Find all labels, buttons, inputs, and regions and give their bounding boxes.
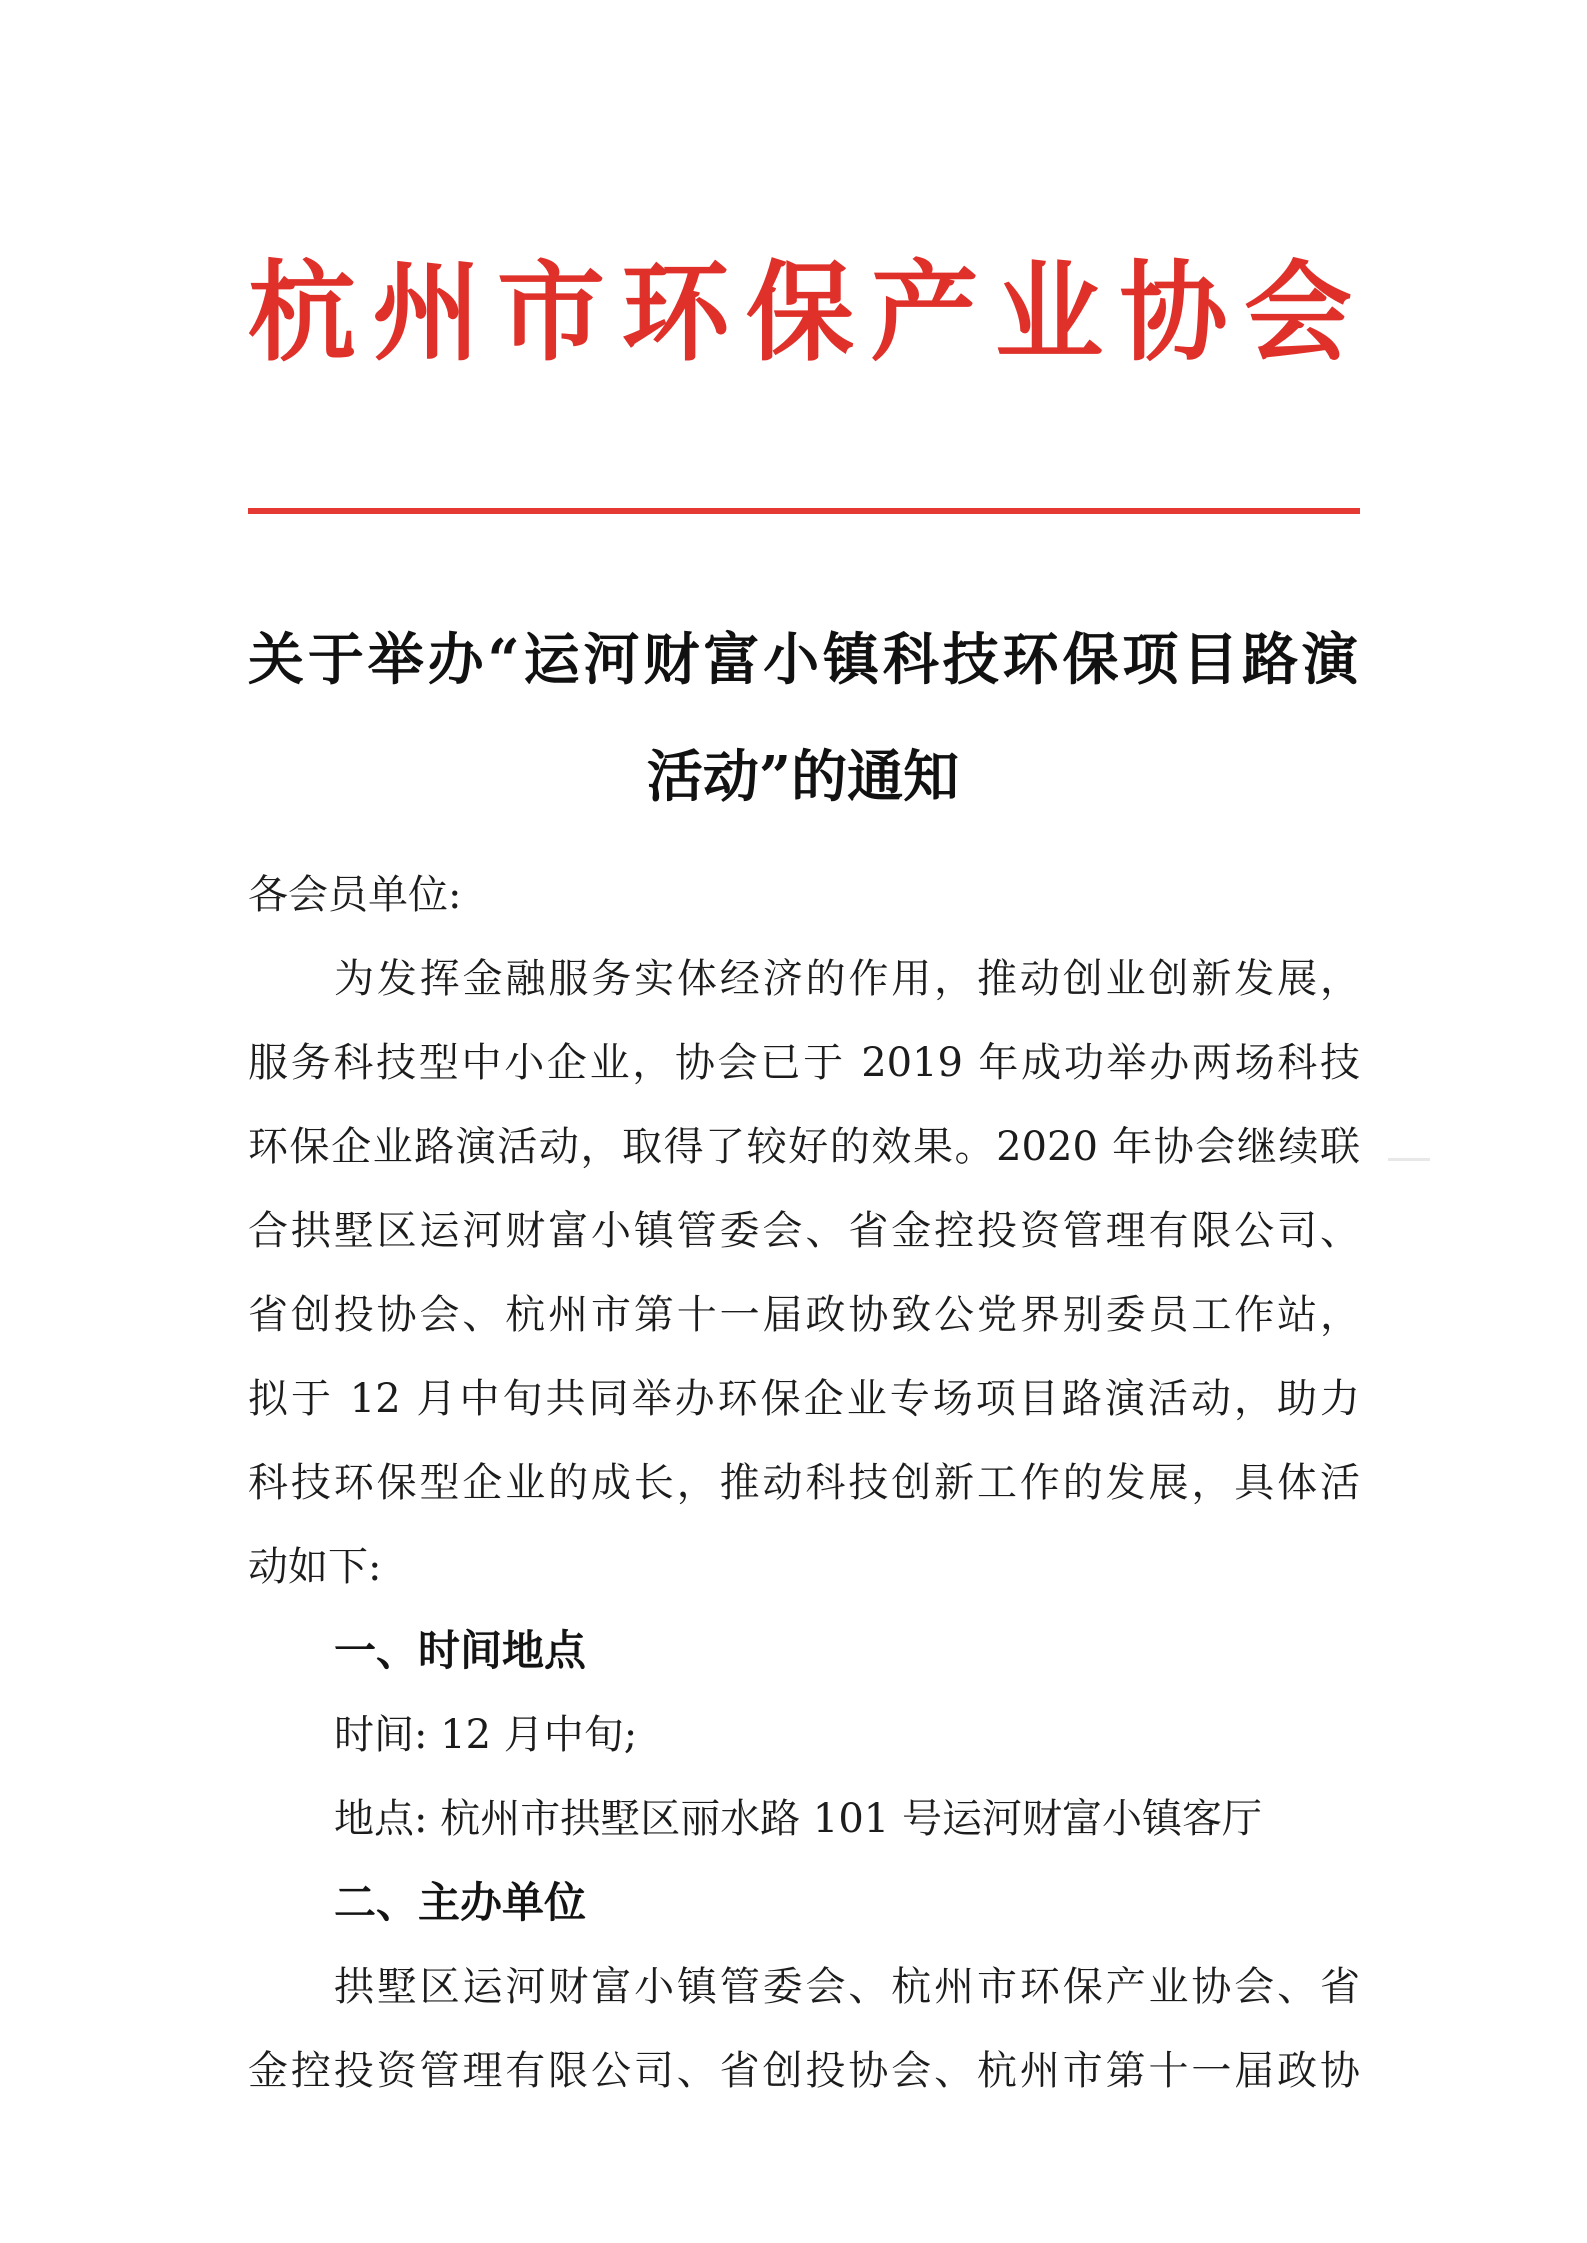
event-time: 时间: 12 月中旬; [334,1712,638,1758]
organizers-line: 拱墅区运河财富小镇管委会、杭州市环保产业协会、省 [334,1964,1360,2010]
intro-line: 动如下: [248,1544,382,1590]
scan-artifact [1388,1158,1430,1161]
intro-line: 科技环保型企业的成长，推动科技创新工作的发展，具体活 [248,1460,1360,1506]
intro-paragraph [248,937,1360,1609]
intro-line: 省创投协会、杭州市第十一届政协致公党界别委员工作站， [248,1292,1360,1338]
intro-line: 为发挥金融服务实体经济的作用，推动创业创新发展， [334,956,1360,1002]
organization-letterhead: 杭州市环保产业协会 [248,250,1358,376]
notice-title-line-1: 关于举办“运河财富小镇科技环保项目路演 [248,627,1358,693]
section-heading-organizers: 二、主办单位 [334,1878,587,1927]
notice-title [248,615,1358,822]
organizers-line: 金控投资管理有限公司、省创投协会、杭州市第十一届政协 [248,2048,1360,2094]
intro-line: 服务科技型中小企业，协会已于 2019 年成功举办两场科技 [248,1040,1360,1086]
section-heading-time-location: 一、时间地点 [334,1626,587,1675]
salutation: 各会员单位: [248,872,462,918]
intro-line: 拟于 12 月中旬共同举办环保企业专场项目路演活动，助力 [248,1376,1360,1422]
notice-title-line-2: 活动”的通知 [646,744,960,810]
event-location: 地点: 杭州市拱墅区丽水路 101 号运河财富小镇客厅 [334,1796,1262,1842]
intro-line: 合拱墅区运河财富小镇管委会、省金控投资管理有限公司、 [248,1208,1360,1254]
organizers-paragraph [248,1945,1360,2113]
letterhead-divider [248,508,1360,514]
intro-line: 环保企业路演活动，取得了较好的效果。2020 年协会继续联 [248,1124,1360,1170]
